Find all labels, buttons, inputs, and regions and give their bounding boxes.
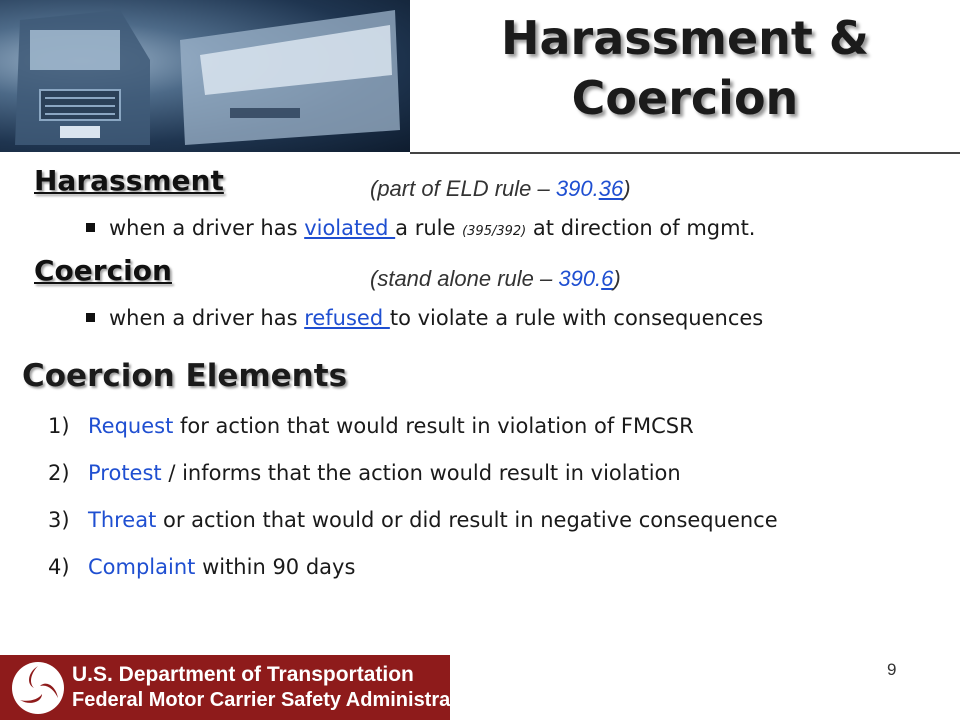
coercion-elements-heading: Coercion Elements: [22, 358, 348, 394]
item-keyword: Complaint: [88, 555, 196, 579]
header-truck-bus-image: [0, 0, 410, 152]
item-text: for action that would result in violation of FMCSR: [173, 414, 694, 438]
title-line-2: Coercion: [571, 71, 799, 125]
harassment-ref-section: 390.: [555, 176, 599, 201]
page-number: 9: [887, 660, 897, 679]
harassment-ref-suffix: ): [623, 176, 631, 201]
item-text: within 90 days: [195, 555, 356, 579]
harassment-term: Harassment: [34, 164, 224, 197]
harassment-bullet-small: (395/392): [462, 224, 527, 239]
dot-triskelion-icon: [8, 658, 68, 718]
item-text: or action that would or did result in negative consequence: [156, 508, 778, 532]
violated-link[interactable]: violated: [304, 216, 396, 240]
item-number: 4): [48, 555, 70, 579]
coercion-rule-ref: [370, 266, 621, 292]
footer-department: U.S. Department of Transportation: [72, 663, 414, 686]
item-number: 2): [48, 461, 70, 485]
header-divider: [410, 152, 960, 154]
list-item: [48, 461, 778, 508]
coercion-bullet: [86, 306, 763, 330]
title-line-1: Harassment &: [500, 11, 870, 65]
item-number: 3): [48, 508, 70, 532]
harassment-bullet-mid: a rule: [395, 216, 463, 240]
harassment-ref-prefix: (part of ELD rule –: [370, 176, 556, 201]
bullet-square-icon: [86, 223, 95, 232]
item-keyword: Protest: [88, 461, 162, 485]
harassment-bullet-post: at direction of mgmt.: [526, 216, 756, 240]
list-item: [48, 508, 778, 555]
list-item: [48, 414, 778, 461]
coercion-bullet-pre: when a driver has: [109, 306, 305, 330]
coercion-ref-section: 390.: [558, 266, 602, 291]
harassment-bullet: [86, 216, 755, 240]
harassment-rule-ref: [370, 176, 631, 202]
item-text: / informs that the action would result in violation: [161, 461, 681, 485]
coercion-ref-prefix: (stand alone rule –: [370, 266, 559, 291]
bullet-square-icon: [86, 313, 95, 322]
item-number: 1): [48, 414, 70, 438]
slide-title: [410, 8, 960, 128]
coercion-ref-link[interactable]: 6: [601, 266, 614, 291]
coercion-term: Coercion: [34, 254, 172, 287]
harassment-bullet-pre: when a driver has: [109, 216, 305, 240]
harassment-ref-link[interactable]: 36: [598, 176, 624, 201]
list-item: [48, 555, 778, 602]
item-keyword: Request: [88, 414, 174, 438]
coercion-elements-list: [48, 414, 778, 602]
item-keyword: Threat: [88, 508, 157, 532]
dot-fmcsa-logo-banner: [0, 655, 487, 720]
footer-administration: Federal Motor Carrier Safety Administration: [72, 689, 487, 711]
refused-link[interactable]: refused: [304, 306, 390, 330]
coercion-bullet-post: to violate a rule with consequences: [389, 306, 764, 330]
coercion-ref-suffix: ): [613, 266, 621, 291]
